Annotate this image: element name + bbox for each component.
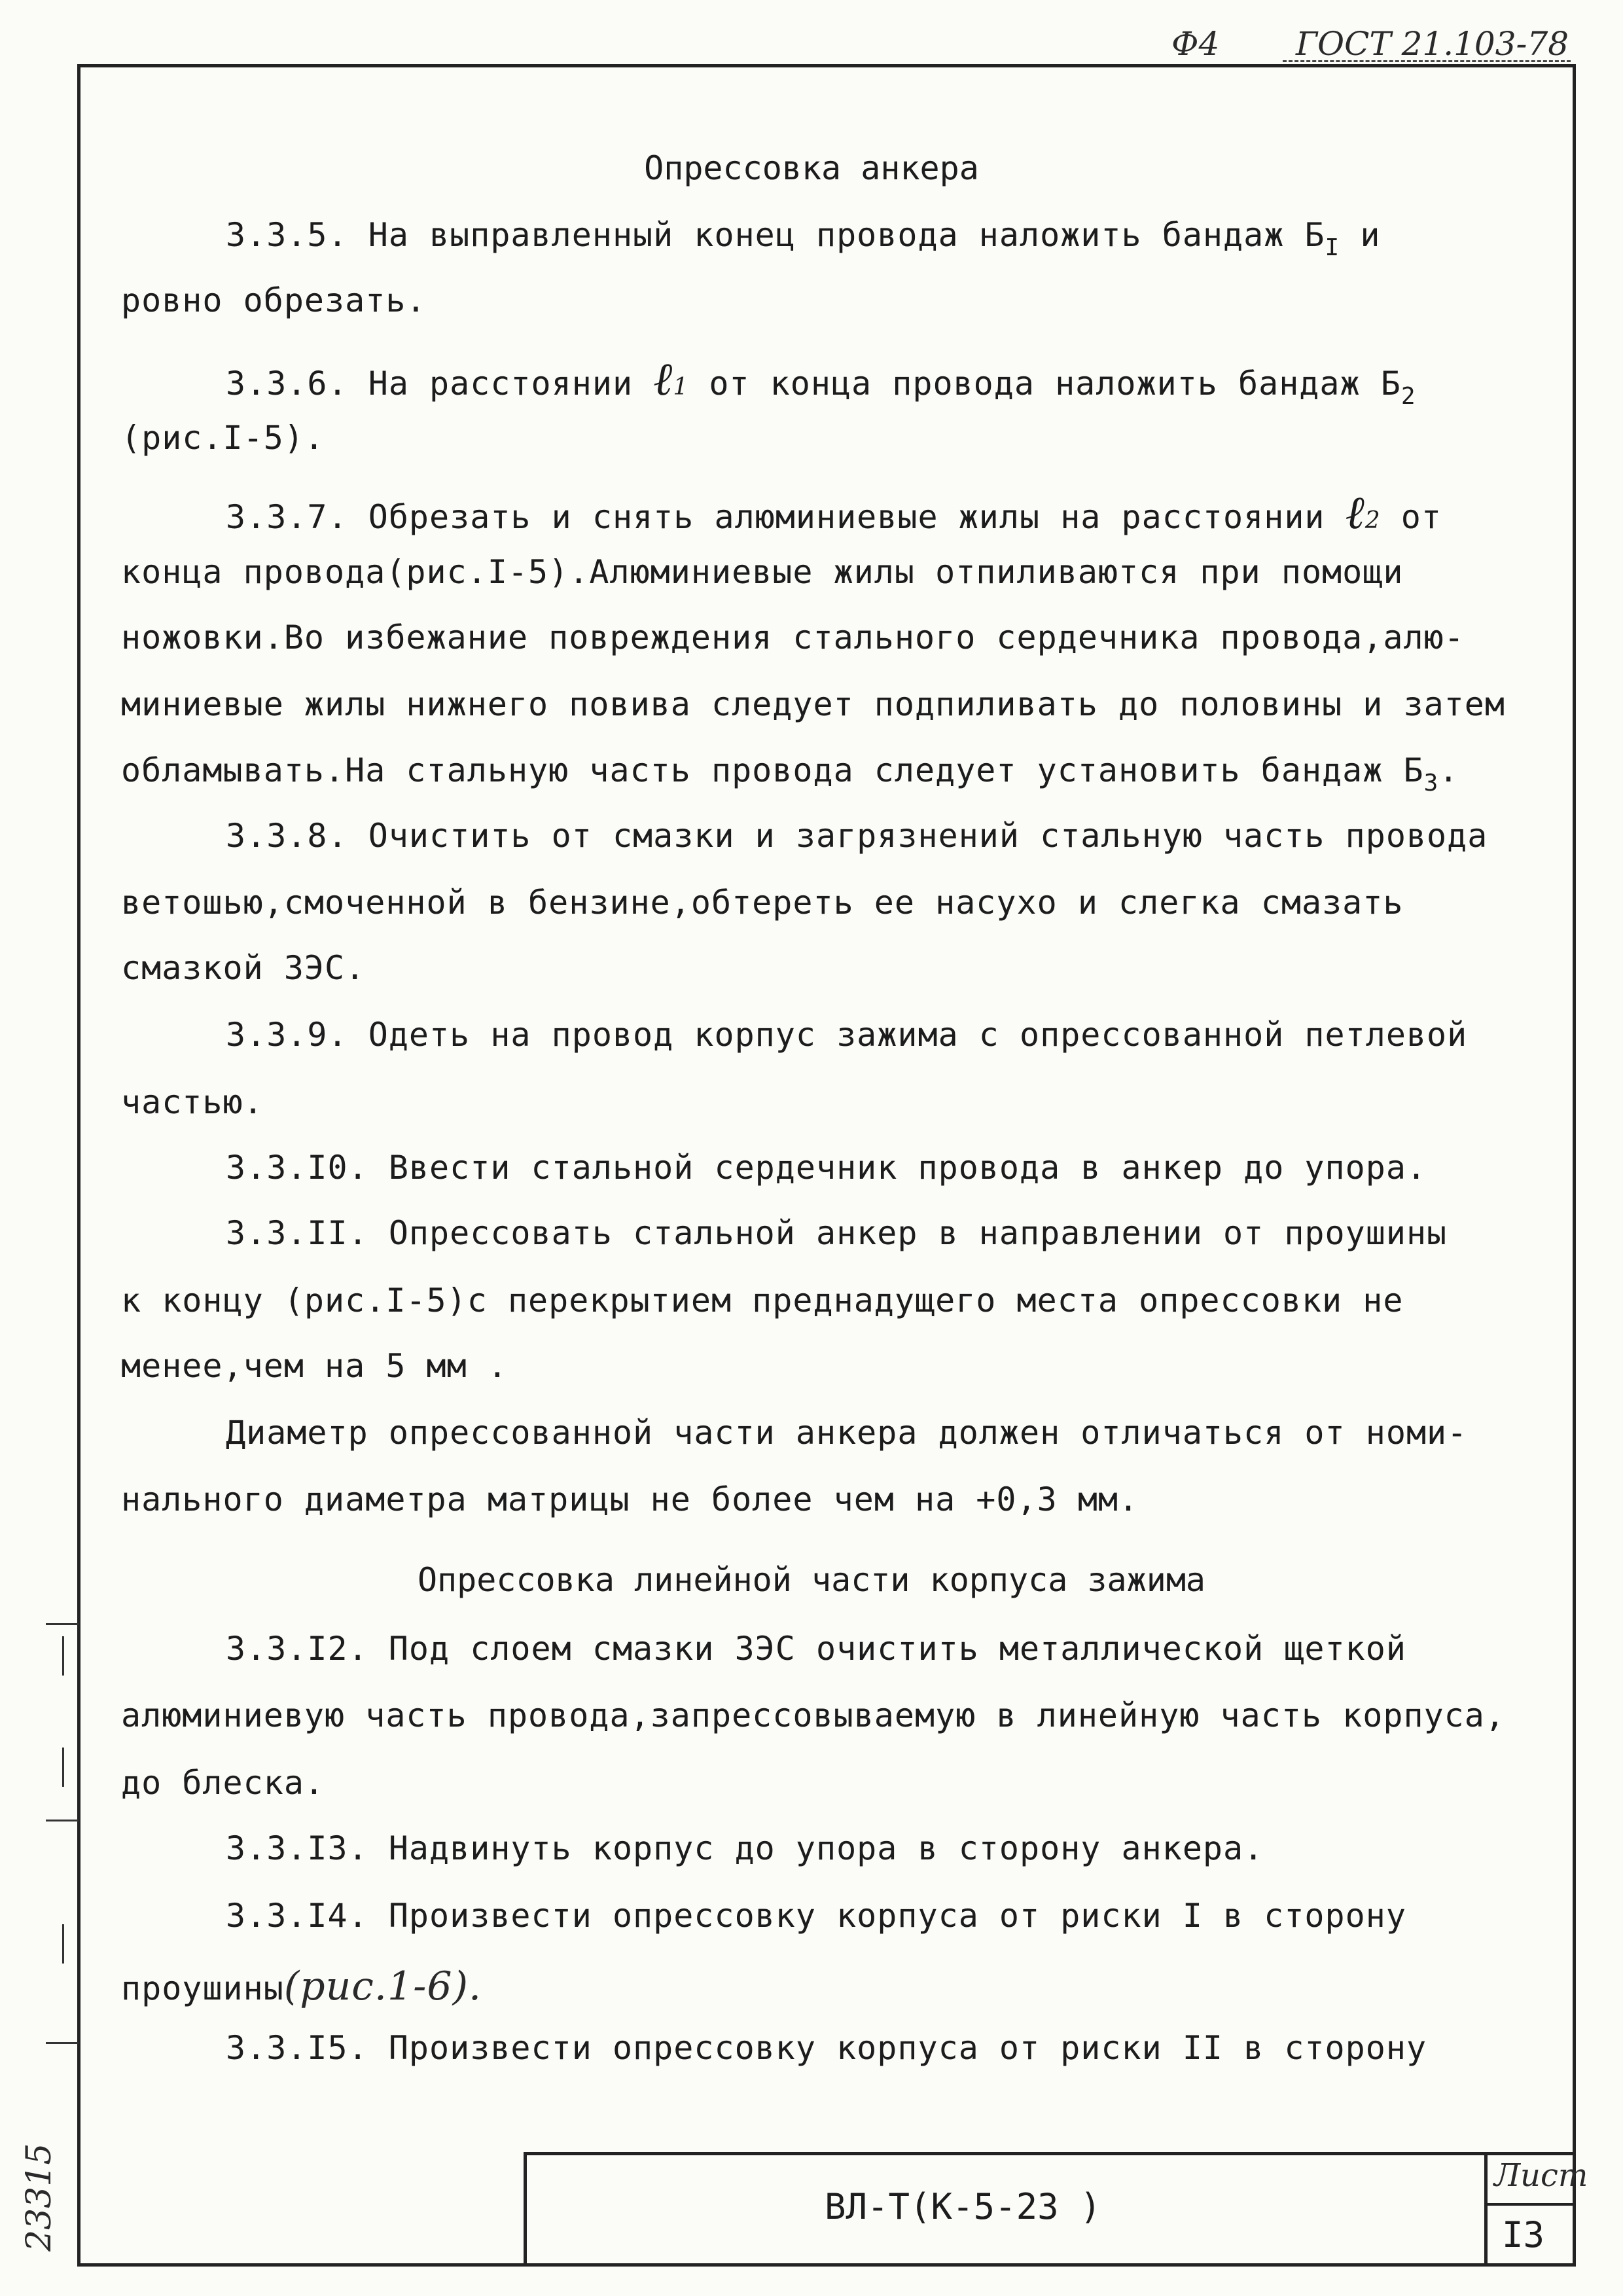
archive-number: 23315 (20, 2143, 59, 2251)
paragraph-line: 3.3.8. Очистить от смазки и загрязнений стальную часть провода (226, 817, 1488, 855)
paragraph-line: 3.3.I2. Под слоем смазки ЗЭС очистить металлической щеткой (226, 1630, 1406, 1668)
sheet-box (1484, 2152, 1588, 2267)
margin-tick (46, 1623, 79, 1625)
paragraph-line (226, 216, 1381, 261)
paragraph-line (121, 1964, 482, 2009)
paragraph-line: Диаметр опрессованной части анкера должен отличаться от номи- (226, 1414, 1468, 1452)
sheet-divider (1488, 2203, 1576, 2206)
line-text: обламывать.На стальную часть провода следует установить бандаж Б (121, 751, 1424, 789)
line-text: 3.3.7. Обрезать и снять алюминиевые жилы на расстоянии (226, 498, 1346, 536)
paragraph-line: нального диаметра матрицы не более чем на +0,3 мм. (121, 1480, 1139, 1518)
paragraph-line: 3.3.I0. Ввести стальной сердечник провода в анкер до упора. (226, 1149, 1427, 1187)
length-symbol: ℓ (1345, 486, 1365, 539)
form-number: Ф4 (1171, 25, 1220, 63)
margin-tick (62, 1636, 64, 1676)
sheet-number: I3 (1502, 2214, 1545, 2255)
paragraph-line: ножовки.Во избежание повреждения стального сердечника провода,алю- (121, 619, 1465, 656)
paragraph-line: алюминиевую часть провода,запрессовываемую в линейную часть корпуса, (121, 1696, 1505, 1734)
paragraph-line: ветошью,смоченной в бензине,обтереть ее насухо и слегка смазать (121, 884, 1404, 922)
paragraph-line: к концу (рис.I-5)с перекрытием преднадущего места опрессовки не (121, 1282, 1404, 1319)
line-text: от конца провода наложить бандаж Б (688, 365, 1401, 403)
line-text: 3.3.6. На расстоянии (226, 365, 654, 403)
paragraph-line: 3.3.9. Одеть на провод корпус зажима с опрессованной петлевой (226, 1016, 1468, 1054)
document-code: ВЛ-Т(К-5-23 ) (825, 2186, 1101, 2227)
line-text: от (1380, 498, 1442, 536)
subscript: I (1325, 234, 1340, 261)
paragraph-line: (рис.I-5). (121, 419, 325, 457)
paragraph-line: частью. (121, 1083, 264, 1121)
margin-tick (46, 1820, 79, 1821)
paragraph-line: 3.3.I5. Произвести опрессовку корпуса от риски II в сторону (226, 2029, 1427, 2067)
paragraph-line: 3.3.I3. Надвинуть корпус до упора в сторону анкера. (226, 1829, 1264, 1867)
line-text: проушины (121, 1969, 284, 2007)
paragraph-line (226, 486, 1442, 540)
paragraph-line (121, 751, 1459, 797)
standard-reference: ГОСТ 21.103-78 (1296, 25, 1569, 63)
sheet-label: Лист (1494, 2157, 1588, 2194)
paragraph-line (226, 352, 1416, 410)
line-text: . (1438, 751, 1459, 789)
paragraph-line: до блеска. (121, 1764, 325, 1802)
line-text: и (1340, 216, 1381, 254)
header-underline (1283, 60, 1571, 62)
paragraph-line: смазкой ЗЭС. (121, 949, 366, 987)
paragraph-line: 3.3.II. Опрессовать стальной анкер в направлении от проушины (226, 1214, 1448, 1252)
subscript: 2 (1400, 383, 1416, 410)
subscript: 1 (673, 374, 689, 401)
margin-tick (46, 2042, 79, 2044)
paragraph-line: конца провода(рис.I-5).Алюминиевые жилы отпиливаются при помощи (121, 553, 1404, 591)
subscript: 3 (1423, 770, 1439, 797)
line-text: 3.3.5. На выправленный конец провода наложить бандаж Б (226, 216, 1325, 254)
paragraph-line: 3.3.I4. Произвести опрессовку корпуса от риски I в сторону (226, 1897, 1406, 1935)
margin-tick (62, 1924, 64, 1964)
margin-tick (62, 1748, 64, 1787)
subscript: 2 (1364, 507, 1381, 534)
paragraph-line: ровно обрезать. (121, 281, 427, 319)
heading-linear-crimping: Опрессовка линейной части корпуса зажима (417, 1561, 1206, 1599)
handwritten-reference: (рис.1-6). (283, 1964, 482, 2009)
length-symbol: ℓ (653, 352, 673, 406)
paragraph-line: миниевые жилы нижнего повива следует подпиливать до половины и затем (121, 685, 1505, 723)
paragraph-line: менее,чем на 5 мм . (121, 1347, 508, 1385)
heading-anchor-crimping: Опрессовка анкера (644, 149, 979, 187)
